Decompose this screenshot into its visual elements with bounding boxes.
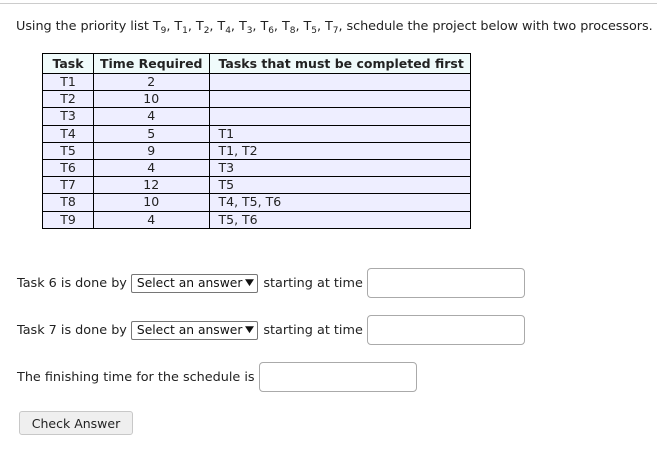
header-prerequisites: Tasks that must be completed first xyxy=(209,54,470,74)
cell-task: T6 xyxy=(43,159,94,176)
priority-item: $T_9$, xyxy=(152,19,175,36)
cell-time: 10 xyxy=(94,91,210,108)
cell-time: 4 xyxy=(94,211,210,228)
table-row xyxy=(43,142,471,159)
table-row xyxy=(43,91,471,108)
task7-select-value: Select an answer xyxy=(136,323,243,337)
priority-list xyxy=(153,19,343,34)
table-row xyxy=(43,211,471,228)
cell-prereq: T1, T2 xyxy=(209,142,470,159)
chevron-down-icon: ▼ xyxy=(245,324,255,335)
cell-time: 10 xyxy=(94,194,210,211)
cell-time: 5 xyxy=(94,125,210,142)
cell-prereq xyxy=(209,91,470,108)
question-prefix: Using the priority list xyxy=(16,19,153,34)
cell-task: T8 xyxy=(43,194,94,211)
cell-prereq: T3 xyxy=(209,159,470,176)
priority-item: $T_3$, xyxy=(238,19,261,36)
table-row xyxy=(43,108,471,125)
cell-task: T5 xyxy=(43,142,94,159)
finish-label: The finishing time for the schedule is xyxy=(17,369,255,385)
cell-task: T3 xyxy=(43,108,94,125)
finish-row xyxy=(17,362,417,392)
priority-item: $T_4$, xyxy=(217,19,239,36)
cell-prereq xyxy=(209,108,470,125)
task7-start-label: starting at time xyxy=(263,322,363,338)
cell-prereq: T1 xyxy=(209,125,470,142)
cell-prereq: T5, T6 xyxy=(209,211,470,228)
table-row xyxy=(43,125,471,142)
question-text xyxy=(16,19,657,34)
cell-prereq xyxy=(209,74,470,91)
check-answer-button[interactable]: Check Answer xyxy=(19,411,133,435)
task7-row xyxy=(17,315,525,345)
table-row xyxy=(43,194,471,211)
table-header-row xyxy=(43,54,471,74)
task6-start-label: starting at time xyxy=(263,275,363,291)
task6-select-value: Select an answer xyxy=(136,276,243,290)
cell-time: 12 xyxy=(94,177,210,194)
task7-processor-select[interactable] xyxy=(131,321,258,340)
cell-prereq: T5 xyxy=(209,177,470,194)
priority-item: $T_2$, xyxy=(195,19,218,36)
cell-task: T1 xyxy=(43,74,94,91)
cell-time: 4 xyxy=(94,159,210,176)
cell-task: T7 xyxy=(43,177,94,194)
priority-item: $T_1$, xyxy=(174,19,196,36)
priority-item: $T_7$, xyxy=(325,19,343,36)
cell-time: 9 xyxy=(94,142,210,159)
priority-item: $T_5$, xyxy=(303,19,325,36)
task7-label: Task 7 is done by xyxy=(17,322,127,338)
priority-item: $T_8$, xyxy=(281,19,304,36)
top-divider xyxy=(0,3,657,4)
task6-label: Task 6 is done by xyxy=(17,275,127,291)
cell-task: T4 xyxy=(43,125,94,142)
task-table xyxy=(42,53,471,229)
table-row xyxy=(43,177,471,194)
header-task: Task xyxy=(43,54,94,74)
cell-time: 4 xyxy=(94,108,210,125)
finishing-time-input[interactable] xyxy=(259,362,417,392)
task6-processor-select[interactable] xyxy=(131,274,258,293)
cell-task: T9 xyxy=(43,211,94,228)
priority-item: $T_6$, xyxy=(260,19,282,36)
task6-start-time-input[interactable] xyxy=(367,268,525,298)
table-row xyxy=(43,74,471,91)
table-row xyxy=(43,159,471,176)
task7-start-time-input[interactable] xyxy=(367,315,525,345)
cell-task: T2 xyxy=(43,91,94,108)
header-time-required: Time Required xyxy=(94,54,210,74)
task6-row xyxy=(17,268,525,298)
cell-time: 2 xyxy=(94,74,210,91)
chevron-down-icon: ▼ xyxy=(245,277,255,288)
question-suffix: schedule the project below with two processors. xyxy=(342,19,653,34)
cell-prereq: T4, T5, T6 xyxy=(209,194,470,211)
